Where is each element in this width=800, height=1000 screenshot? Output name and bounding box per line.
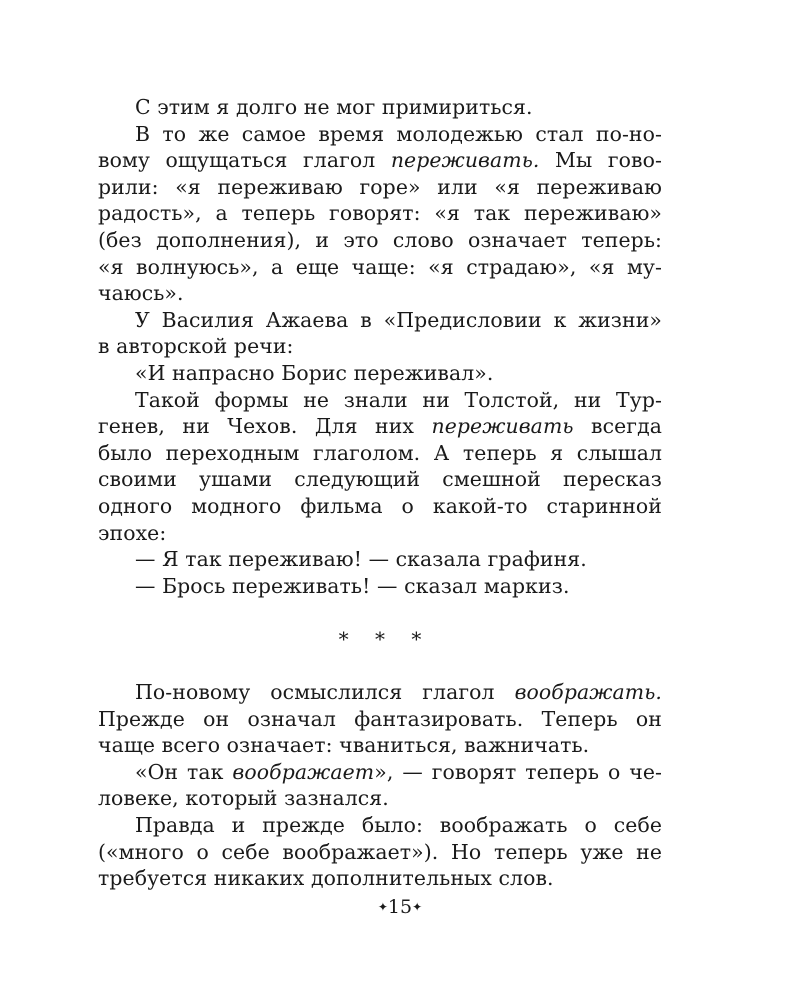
text-line: ловеке, который зазнался. [98,786,389,811]
text-line: в авторской речи: [98,334,294,359]
text-line: Правда и прежде было: воображать о себе [135,813,662,838]
italic-term: воображает [232,759,375,784]
spacer [98,599,662,626]
text-line: По-новому осмыслился глагол воображать. [135,680,662,705]
quote-line: «И напрасно Борис переживал». [135,360,494,385]
text-line: одного модного фильма о какой-то старинной [98,493,662,518]
text-line: своими ушами следующий смешной пересказ [98,467,662,492]
text-line: рили: «я переживаю горе» или «я переживаю [98,174,662,199]
ornament-right-icon: ✦ [412,900,423,914]
italic-term: переживать [431,414,574,439]
dialogue-line: — Я так переживаю! — сказала графиня. [135,547,587,572]
text-line: чаще всего означает: чваниться, важничать. [98,733,590,758]
text-line: было переходным глаголом. А теперь я слышал [98,440,662,465]
text-line: У Василия Ажаева в «Предисловии к жизни» [135,307,662,332]
italic-term: воображать. [514,680,662,705]
section-separator: * * * [338,626,432,651]
text-line: («много о себе воображает»). Но теперь уже не [98,839,662,864]
dialogue-line: — Брось переживать! — сказал маркиз. [135,573,570,598]
page-body [98,94,662,892]
text-line: В то же самое время молодежью стал по-но- [135,121,662,146]
text-line: чаюсь». [98,281,184,306]
text-line: требуется никаких дополнительных слов. [98,866,554,891]
text-line: «я волнуюсь», а еще чаще: «я страдаю», «я му- [98,254,662,279]
text-line: генев, ни Чехов. Для них переживать всегда [98,414,662,439]
page-footer [0,895,800,919]
text-line: радость», а теперь говорят: «я так переживаю» [98,201,662,226]
text-line: Такой формы не знали ни Толстой, ни Тур- [135,387,662,412]
text-line: Прежде он означал фантазировать. Теперь он [98,706,662,731]
text-line: эпохе: [98,520,167,545]
text-line: (без дополнения), и это слово означает теперь: [98,227,662,252]
ornament-left-icon: ✦ [377,900,388,914]
italic-term: переживать. [390,148,540,173]
text-line: С этим я долго не мог примириться. [135,95,533,119]
text-line: «Он так воображает», — говорят теперь о че- [135,759,662,784]
spacer [98,652,662,679]
text-line: вому ощущаться глагол переживать. Мы гово- [98,148,662,173]
page-number: 15 [387,896,413,918]
